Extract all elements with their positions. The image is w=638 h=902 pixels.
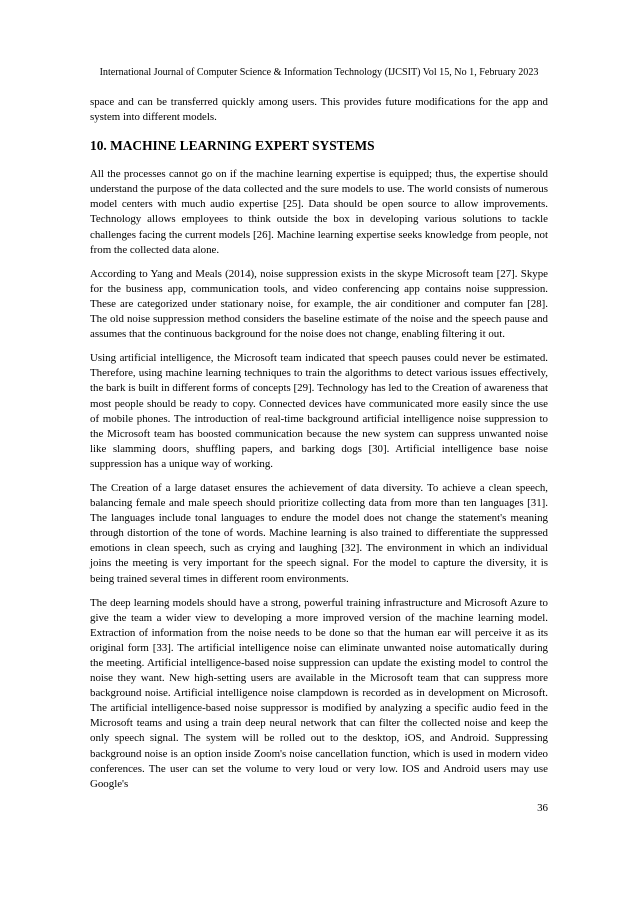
body-paragraph: The deep learning models should have a strong, powerful training infrastructure and Microsoft Azure to give the team a wider view to developing a more improved version of the machine learning model. Extraction of information from the noise needs to be done so that the human ear will perceive it as its original form [33]. The artificial intelligence noise can eliminate unwanted noise automatically during the meeting. Artificial intelligence-based noise suppression can update the existing model to control the noise they want. New high-setting users are available in the Microsoft team that can suppress more background noise. Artificial intelligence noise clampdown is recorded as in development on Microsoft. The artificial intelligence-based noise suppressor is modified by analyzing a specific audio feed in the Microsoft teams and using a train deep neural network that can filter the collected noise and keep the only speech signal. The system will be rolled out to the desktop, iOS, and Android. Suppressing background noise is an option inside Zoom's noise cancellation function, which is used in modern video conferences. The user can set the volume to very loud or very low. IOS and Android users may use Google's	[90, 596, 548, 790]
body-paragraph: Using artificial intelligence, the Microsoft team indicated that speech pauses could never be estimated. Therefore, using machine learning techniques to train the algorithms to detect various issues effectively, the bark is built in different forms of concepts [29]. Technology has led to the Creation of awareness that most people should be ready to copy. Connected devices have communicated more easily since the use of mobile phones. The introduction of real-time background artificial intelligence noise suppression to the Microsoft team has boosted communication because the new system can suppress unwanted noise like slamming doors, shuffling papers, and barking dogs [30]. Artificial intelligence base noise suppression has a unique way of working.	[90, 352, 548, 470]
page-number: 36	[537, 802, 548, 814]
intro-paragraph: space and can be transferred quickly among users. This provides future modifications for the app and system into different models.	[90, 96, 548, 124]
body-paragraph: All the processes cannot go on if the machine learning expertise is equipped; thus, the expertise should understand the purpose of the data collected and the sure models to use. The world consists of numerous model centers with much audio expertise [25]. Data should be open source to allow improvements. Technology allows employees to think outside the box in developing various solutions to tackle challenges facing the current models [26]. Machine learning expertise seeks knowledge from people, not from the collected data alone.	[90, 168, 548, 256]
running-head: International Journal of Computer Science & Information Technology (IJCSIT) Vol 15, No 1, February 2023	[99, 67, 539, 78]
body-paragraph: The Creation of a large dataset ensures the achievement of data diversity. To achieve a clean speech, balancing female and male speech should prioritize collecting data from more than ten languages [31]. The languages include tonal languages to endure the model does not change the statement's meaning through distortion of the tone of words. Machine learning is also trained to differentiate the suppressed emotions in clean speech, such as crying and laughing [32]. The environment in which an individual joins the meeting is very important for the speech signal. For the model to capture the diversity, it is being trained several times in different room environments.	[90, 481, 548, 585]
section-heading: 10. MACHINE LEARNING EXPERT SYSTEMS	[90, 138, 375, 154]
page-content	[90, 95, 548, 801]
body-paragraph: According to Yang and Meals (2014), noise suppression exists in the skype Microsoft team [27]. Skype for the business app, communication tools, and video conferencing app contains noise suppression. These are categorized under stationary noise, for example, the air conditioner and computer fan [28]. The old noise suppression method considers the baseline estimate of the noise and the speech pause and assumes that the continuous background for the noise does not change, enabling filtering it out.	[90, 267, 548, 341]
